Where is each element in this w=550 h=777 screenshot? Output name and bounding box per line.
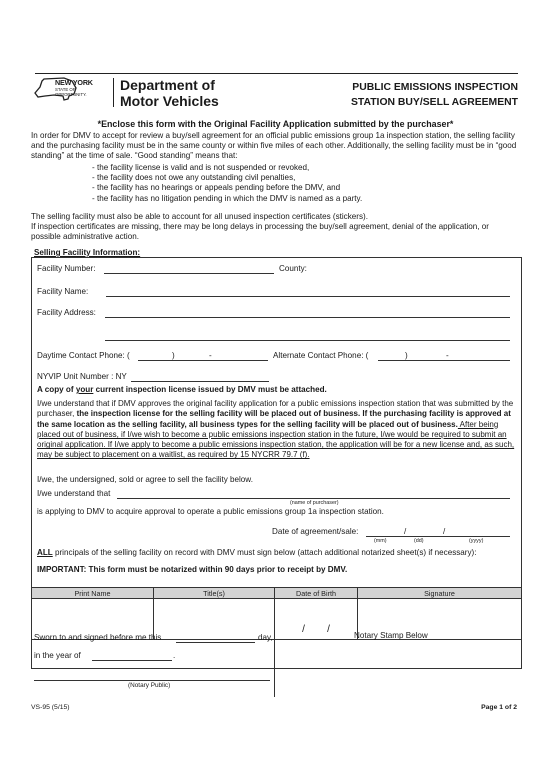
notarize-warning: IMPORTANT: This form must be notarized within 90 days prior to receipt by DMV. bbox=[37, 565, 348, 574]
good-standing-list bbox=[92, 163, 362, 204]
form-id: VS-95 (5/15) bbox=[31, 704, 70, 711]
purchaser-name-caption: (name of purchaser) bbox=[290, 500, 339, 506]
out-of-business-bold: the inspection license for the selling facility will be placed out of business. If the purchasing facility is approved at the same location as the selling facility, all business types for the selling facility will be placed out of business. bbox=[37, 409, 511, 429]
intro-paragraph: In order for DMV to accept for review a buy/sell agreement for an official public emissions group 1a inspection station, the selling facility and the purchasing facility must be in the same county or within five miles of each other. Additionally, the selling facility must be in “good standing” at the time of sale. “Good standing” means that: bbox=[31, 131, 517, 161]
logo-tagline bbox=[55, 87, 87, 97]
out-of-business-underlined: After being placed out of business, if I/we wish to become a public emissions inspection station in the future, I/we would be required to submit an original application. If I/we apply to become a public emissions inspection station, the application will be for a new license and, as such, may be subject to placement on a waitlist, as required by 15 NYCRR 79.7 (f). bbox=[37, 419, 515, 460]
col-titles: Title(s) bbox=[154, 588, 275, 599]
facility-number-label: Facility Number: bbox=[37, 264, 96, 273]
enclose-notice: *Enclose this form with the Original Facility Application submitted by the purchaser* bbox=[97, 119, 454, 129]
date-dd-caption: (dd) bbox=[414, 538, 424, 544]
daytime-phone-field[interactable] bbox=[138, 360, 268, 361]
date-of-birth-cell[interactable] bbox=[275, 599, 358, 640]
nyvip-unit-label: NYVIP Unit Number : NY bbox=[37, 372, 127, 381]
notary-stamp-label: Notary Stamp Below bbox=[354, 631, 428, 640]
daytime-phone-dash: - bbox=[209, 351, 212, 360]
facility-name-label: Facility Name: bbox=[37, 287, 89, 296]
facility-address-field[interactable] bbox=[105, 317, 510, 318]
notary-public-caption: (Notary Public) bbox=[128, 682, 171, 689]
logo-state-name: NEW YORK bbox=[55, 78, 93, 87]
stickers-paragraph: The selling facility must also be able to account for all unused inspection certificates (stickers). bbox=[31, 212, 368, 221]
date-of-birth-slashes: / / bbox=[302, 624, 330, 635]
list-item: - the facility does not owe any outstanding civil penalties, bbox=[92, 173, 296, 183]
purchaser-name-field[interactable] bbox=[117, 498, 510, 499]
sworn-statement: Sworn to and signed before me this bbox=[34, 633, 162, 642]
col-print-name: Print Name bbox=[32, 588, 154, 599]
understand-that-label: I/we understand that bbox=[37, 489, 111, 498]
date-yyyy-caption: (yyyy) bbox=[469, 538, 484, 544]
license-notice-post: current inspection license issued by DMV must be attached. bbox=[93, 385, 327, 394]
section-heading: Selling Facility Information: bbox=[34, 248, 141, 257]
daytime-phone-close-paren: ) bbox=[172, 351, 175, 360]
out-of-business-intro: I/we understand that if DMV approves the original facility application for a public emissions inspection station that was submitted by the purchaser, bbox=[37, 399, 514, 419]
sworn-year-label: in the year of bbox=[34, 651, 81, 660]
form-title-line2: STATION BUY/SELL AGREEMENT bbox=[350, 96, 518, 108]
list-item: - the facility license is valid and is not suspended or revoked, bbox=[92, 163, 310, 172]
sworn-year-field[interactable] bbox=[92, 660, 172, 661]
table-header-row bbox=[32, 588, 522, 599]
principals-all-word: ALL bbox=[37, 548, 53, 557]
col-signature: Signature bbox=[358, 588, 522, 599]
county-label: County: bbox=[279, 264, 307, 273]
logo-tagline-line2: OPPORTUNITY. bbox=[55, 92, 87, 97]
date-mm-caption: (mm) bbox=[374, 538, 387, 544]
department-line2: Motor Vehicles bbox=[120, 93, 219, 109]
license-notice-pre: A copy of bbox=[37, 385, 76, 394]
col-date-of-birth: Date of Birth bbox=[275, 588, 358, 599]
department-line1: Department of bbox=[120, 77, 215, 93]
alternate-phone-close-paren: ) bbox=[405, 351, 408, 360]
page-number: Page 1 of 2 bbox=[481, 704, 517, 711]
notary-public-signature-field[interactable] bbox=[34, 680, 270, 681]
header-rule bbox=[35, 73, 518, 74]
sold-agreement-statement: I/we, the undersigned, sold or agree to sell the facility below. bbox=[37, 475, 253, 484]
list-item: - the facility has no hearings or appeals pending before the DMV, and bbox=[92, 183, 341, 193]
principals-instruction bbox=[37, 548, 477, 558]
facility-number-field[interactable] bbox=[104, 273, 274, 274]
license-notice-your: your bbox=[75, 385, 94, 394]
sworn-day-label: day, bbox=[258, 633, 273, 642]
alternate-phone-dash: - bbox=[446, 351, 449, 360]
form-title bbox=[351, 81, 518, 110]
date-slash-2: / bbox=[443, 527, 446, 536]
form-title-line1: PUBLIC EMISSIONS INSPECTION bbox=[352, 82, 518, 93]
applying-statement: is applying to DMV to acquire approval to operate a public emissions group 1a inspection station. bbox=[37, 507, 384, 516]
alternate-phone-field[interactable] bbox=[378, 360, 510, 361]
sworn-day-field[interactable] bbox=[176, 642, 255, 643]
agreement-date-label: Date of agreement/sale: bbox=[272, 527, 359, 536]
facility-address-field-line2[interactable] bbox=[105, 340, 510, 341]
sworn-year-period: . bbox=[173, 651, 176, 660]
out-of-business-paragraph bbox=[37, 399, 517, 461]
logo-divider bbox=[113, 78, 114, 107]
department-name bbox=[120, 77, 219, 109]
license-copy-notice bbox=[37, 385, 327, 395]
nyvip-unit-field[interactable] bbox=[131, 381, 269, 382]
list-item: - the facility has no litigation pending in which the DMV is named as a party. bbox=[92, 193, 363, 203]
missing-certificates-paragraph: If inspection certificates are missing, there may be long delays in processing the buy/sell agreement, denial of the application, or possible administrative action. bbox=[31, 222, 489, 242]
facility-address-label: Facility Address: bbox=[37, 308, 96, 317]
agreement-date-field[interactable] bbox=[366, 536, 510, 537]
daytime-phone-label: Daytime Contact Phone: ( bbox=[37, 351, 130, 360]
date-slash-1: / bbox=[404, 527, 407, 536]
facility-name-field[interactable] bbox=[106, 296, 510, 297]
principals-instruction-text: principals of the selling facility on record with DMV must sign below (attach additional notarized sheet(s) if necessary): bbox=[52, 548, 477, 557]
logo-tagline-line1: STATE OF bbox=[55, 87, 76, 92]
alternate-phone-label: Alternate Contact Phone: ( bbox=[273, 351, 369, 360]
